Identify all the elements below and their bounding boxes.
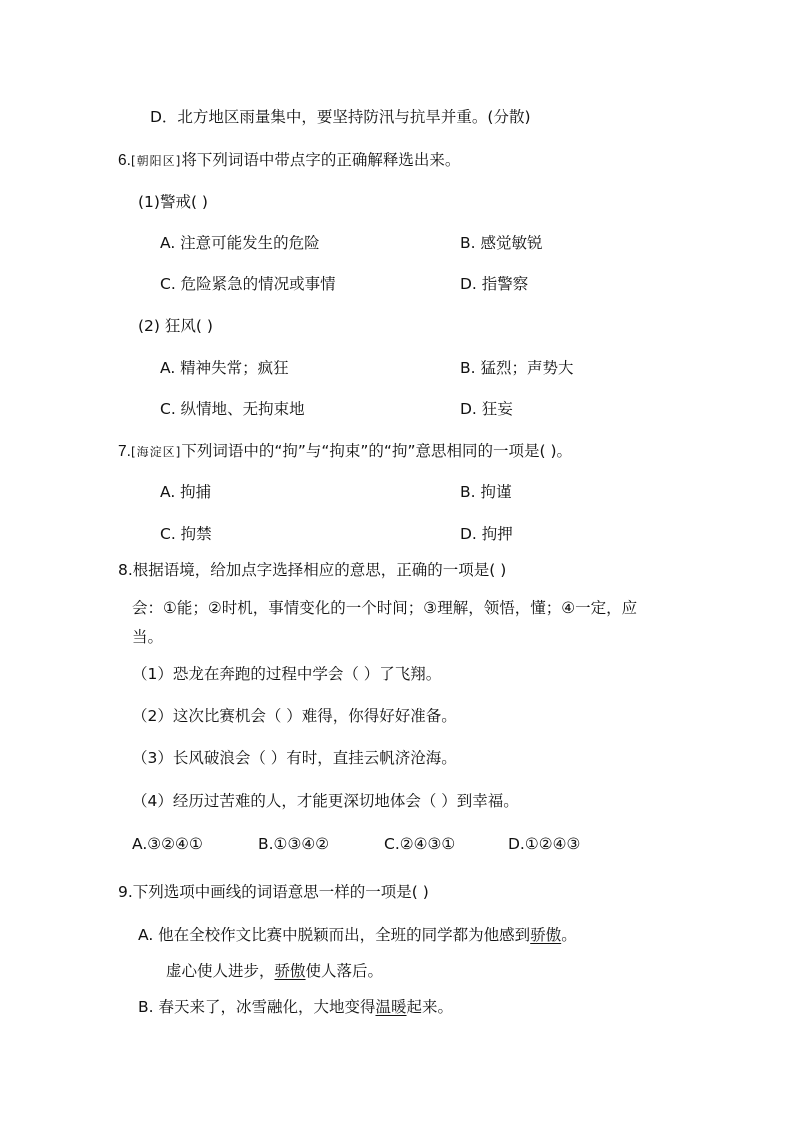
q6-sub1-option-c: C. 危险紧急的情况或事情 <box>160 275 336 293</box>
q6-sub2-option-b: B. 猛烈；声势大 <box>460 359 574 377</box>
q9-b-underlined-word: 温暖 <box>375 998 407 1016</box>
q7-stem-line <box>118 441 572 462</box>
q7-option-a: A. 拘捕 <box>160 483 212 501</box>
q6-sub1-option-a: A. 注意可能发生的危险 <box>160 234 320 252</box>
q9-a-text-pre: A. 他在全校作文比赛中脱颖而出，全班的同学都为他感到 <box>138 926 531 944</box>
q6-sub1-label: (1)警戒( ) <box>138 193 208 211</box>
q6-number: 6. <box>118 152 131 169</box>
q7-option-b: B. 拘谨 <box>460 483 512 501</box>
q6-district-tag: [朝阳区] <box>130 154 182 168</box>
q6-sub1-option-d: D. 指警察 <box>460 275 529 293</box>
q8-option-d: D.①②④③ <box>508 835 581 853</box>
q8-sentence-3: （3）长风破浪会（ ）有时，直挂云帆济沧海。 <box>132 749 457 767</box>
q6-stem: 将下列词语中带点字的正确解释选出来。 <box>181 151 461 169</box>
q8-stem: 8.根据语境，给加点字选择相应的意思，正确的一项是( ) <box>118 561 507 579</box>
q9-b-text-post: 起来。 <box>406 998 454 1016</box>
q8-sentence-2: （2）这次比赛机会（ ）难得，你得好好准备。 <box>132 707 457 725</box>
q9-a-underlined-word: 骄傲 <box>530 926 562 944</box>
q7-option-d: D. 拘押 <box>460 525 513 543</box>
q9-a-text-post: 。 <box>561 926 577 944</box>
q5-option-d: D．北方地区雨量集中，要坚持防汛与抗旱并重。(分散) <box>150 108 531 126</box>
q6-sub1-option-b: B. 感觉敏锐 <box>460 234 543 252</box>
q8-sentence-4: （4）经历过苦难的人，才能更深切地体会（ ）到幸福。 <box>132 792 519 810</box>
q8-option-c: C.②④③① <box>384 835 456 853</box>
q8-option-a: A.③②④① <box>132 835 203 853</box>
q6-sub2-label: (2) 狂风( ) <box>138 317 213 335</box>
q9-option-b-line1 <box>138 997 453 1017</box>
q7-number: 7. <box>118 443 131 460</box>
q8-definitions-line1: 会：①能；②时机，事情变化的一个时间；③理解，领悟，懂；④一定，应 <box>132 599 638 617</box>
q9-b-text-pre: B. 春天来了，冰雪融化，大地变得 <box>138 998 376 1016</box>
q6-sub2-option-c: C. 纵情地、无拘束地 <box>160 400 305 418</box>
q7-district-tag: [海淀区] <box>130 445 182 459</box>
q8-definitions-line2: 当。 <box>132 628 164 646</box>
q7-stem: 下列词语中的“拘”与“拘束”的“拘”意思相同的一项是( )。 <box>181 442 573 460</box>
q9-option-a-line1 <box>138 925 577 945</box>
q9-option-a-line2 <box>166 961 383 981</box>
q7-option-c: C. 拘禁 <box>160 525 212 543</box>
q9-a2-underlined-word: 骄傲 <box>274 962 306 980</box>
q6-sub2-option-a: A. 精神失常；疯狂 <box>160 359 289 377</box>
q9-a2-text-pre: 虚心使人进步， <box>166 962 275 980</box>
q9-stem: 9.下列选项中画线的词语意思一样的一项是( ) <box>118 883 429 901</box>
q6-sub2-option-d: D. 狂妄 <box>460 400 513 418</box>
q8-option-b: B.①③④② <box>258 835 330 853</box>
q9-a2-text-post: 使人落后。 <box>305 962 384 980</box>
q8-sentence-1: （1）恐龙在奔跑的过程中学会（ ）了飞翔。 <box>132 665 442 683</box>
q6-stem-line <box>118 150 460 171</box>
